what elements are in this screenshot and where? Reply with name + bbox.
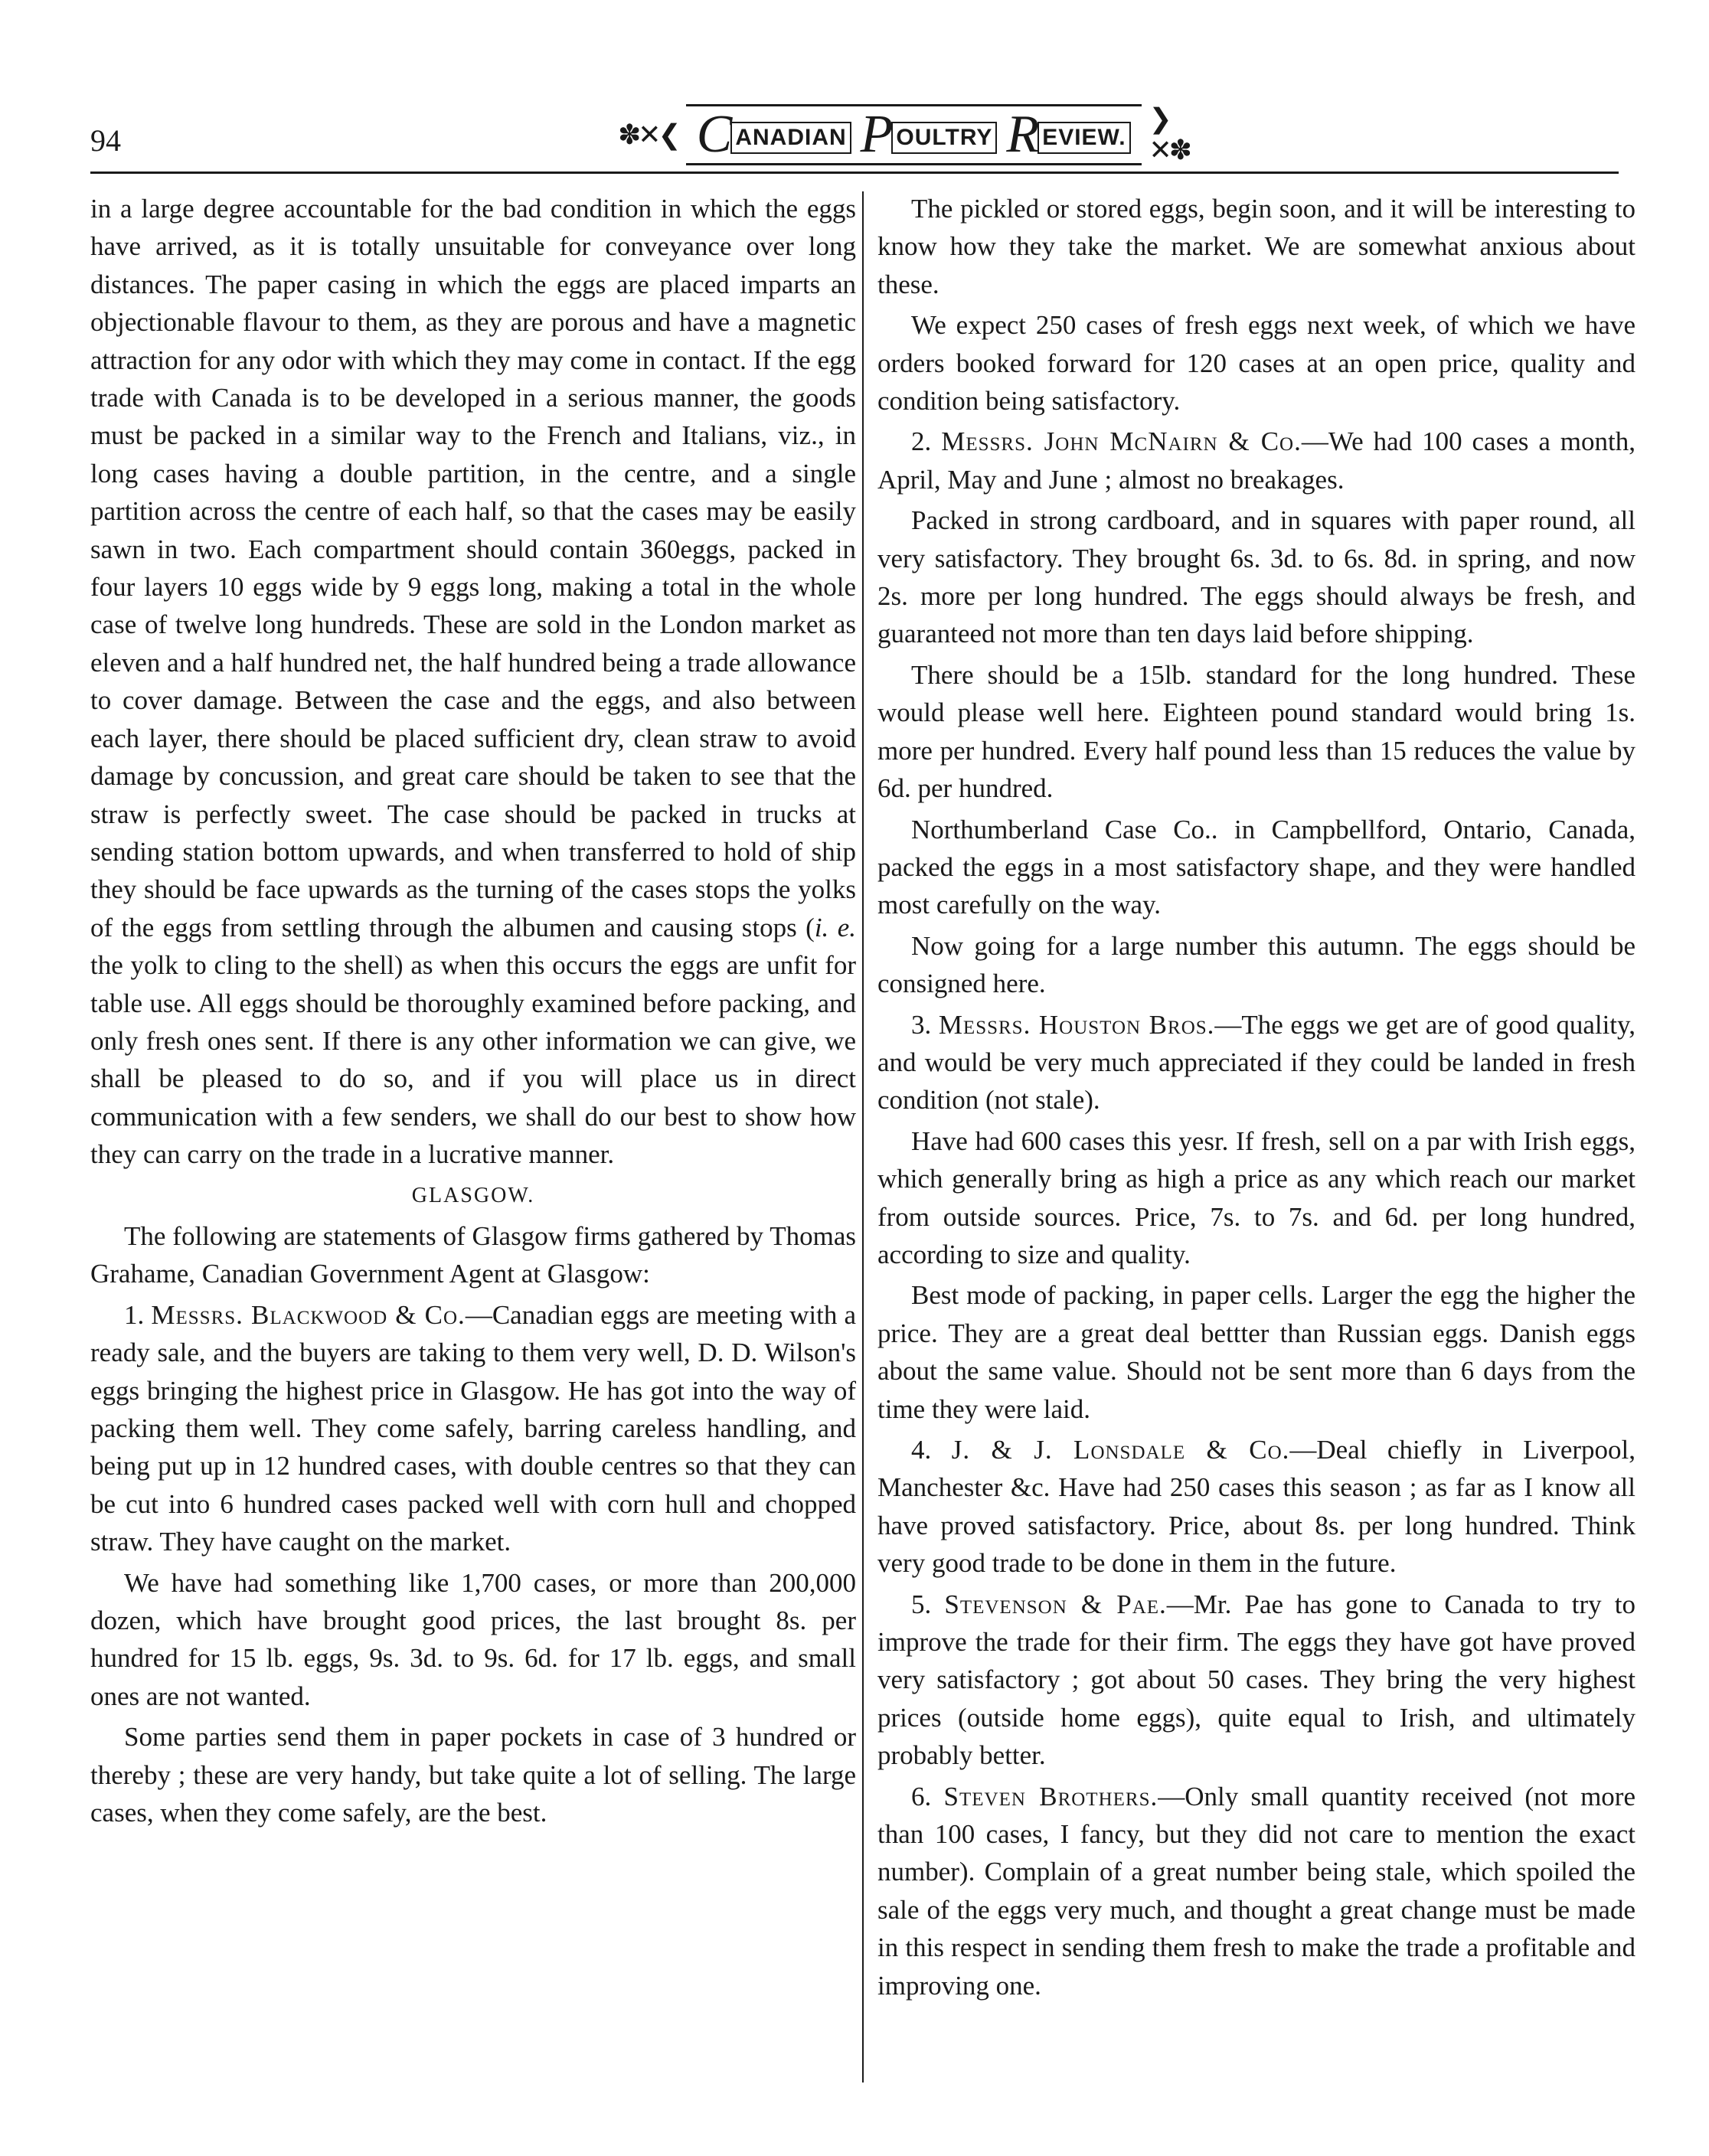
paragraph: 2. Messrs. John McNairn & Co.—We had 100 cases a month, April, May and June ; almost no breakages. — [877, 426, 1635, 495]
paragraph: Some parties send them in paper pockets in case of 3 hundred or thereby ; these are very handy, but take quite a lot of selling. The large cases, when they come safely, are the best. — [90, 1722, 856, 1828]
paragraph: Northumberland Case Co.. in Campbellford, Ontario, Canada, packed the eggs in a most satisfactory shape, and they were handled most carefully on the way. — [877, 814, 1635, 920]
right-ornament: ❯✕✽ — [1149, 103, 1189, 166]
paragraph: There should be a 15lb. standard for the long hundred. These would please well here. Eighteen pound standard would bring 1s. more per hundred. Every half pound less than 15 reduces the value by 6d. per hundred. — [877, 659, 1635, 804]
paragraph: Packed in strong cardboard, and in squares with paper round, all very satisfactory. They brought 6s. 3d. to 6s. 8d. in spring, and now 2s. more per long hundred. The eggs should always be fresh, and guaranteed not more than ten days laid before shipping. — [877, 505, 1635, 649]
right-column — [877, 190, 1635, 2007]
page-number: 94 — [90, 123, 121, 158]
title-word-review: R EVIEW. — [1006, 108, 1130, 162]
paragraph: in a large degree accountable for the bad condition in which the eggs have arrived, as it is totally unsuitable for conveyance over long distances. The paper casing in which the eggs are placed imparts an objectionable flavour to them, as they are porous and have a magnetic attraction for any odor with which they may come in contact. If the egg trade with Canada is to be developed in a serious manner, the goods must be packed in a similar way to the French and Italians, viz., in long cases having a double partition, in the centre, and a single partition across the centre of each half, so that the cases may be easily sawn in two. Each compartment should contain 360eggs, packed in four layers 10 eggs wide by 9 eggs long, making a total in the whole case of twelve long hundreds. These are sold in the London market as eleven and a half hundred net, the half hundred being a trade allowance to cover damage. Between the case and the eggs, and also between each layer, there should be placed sufficient dry, clean straw to avoid damage by concussion, and great care should be taken to see that the straw is perfectly sweet. The case should be packed in trucks at sending station bottom upwards, and when transferred to hold of ship they should be face upwards as the turning of the cases stops the yolks of the eggs from settling through the albumen and causing stops (i. e. the yolk to cling to the shell) as when this occurs the eggs are unfit for table use. All eggs should be thoroughly examined before packing, and only fresh ones sent. If there is any other information we can give, we shall be pleased to do so, and if you will place us in direct communication with a few senders, we shall do our best to show how they can carry on the trade in a lucrative manner. — [90, 194, 856, 1170]
section-heading: GLASGOW. — [411, 1183, 535, 1207]
left-ornament: ✽✕❮ — [618, 119, 678, 151]
paragraph: 4. J. & J. Lonsdale & Co.—Deal chiefly in Liverpool, Manchester &c. Have had 250 cases this season ; as far as I know all have proved satisfactory. Price, about 8s. per long hundred. Think very good trade to be done in them in the future. — [877, 1435, 1636, 1579]
paragraph: The following are statements of Glasgow firms gathered by Thomas Grahame, Canadian Government Agent at Glasgow: — [90, 1220, 856, 1289]
paragraph: Best mode of packing, in paper cells. Larger the egg the higher the price. They are a great deal bettter than Russian eggs. Danish eggs about the same value. Should not be sent more than 6 days from the time they were laid. — [877, 1280, 1635, 1424]
title-word-poultry: P OULTRY — [861, 108, 998, 162]
paragraph: 6. Steven Brothers.—Only small quantity received (not more than 100 cases, I fancy, but they did not care to mention the exact number). Complain of a great number being stale, which spoiled the sale of the eggs very much, and thought a great change must be made in this respect in sending them fresh to make the trade a profitable and improving one. — [877, 1781, 1635, 2001]
title-word-canadian: C ANADIAN — [697, 108, 851, 162]
paragraph: We have had something like 1,700 cases, or more than 200,000 dozen, which have brought good prices, the last brought 8s. per hundred for 15 lb. eggs, 9s. 3d. to 9s. 6d. for 17 lb. eggs, and small ones are not wanted. — [90, 1567, 856, 1711]
paragraph: 1. Messrs. Blackwood & Co.—Canadian eggs are meeting with a ready sale, and the buyers are taking to them very well, D. D. Wilson's eggs bringing the highest price in Glasgow. He has got into the way of packing them well. They come safely, barring careless handling, and being put up in 12 hundred cases, with double centres so that they can be cut into 6 hundred cases packed well with corn hull and chopped straw. They have caught on the market. — [90, 1299, 856, 1557]
header-rule — [90, 172, 1619, 174]
paragraph: We expect 250 cases of fresh eggs next week, of which we have orders booked forward for 120 cases at an open price, quality and condition being satisfactory. — [877, 310, 1635, 416]
paragraph: The pickled or stored eggs, begin soon, and it will be interesting to know how they take the market. We are somewhat anxious about these. — [877, 194, 1635, 299]
left-column — [90, 190, 856, 1834]
publication-title — [686, 104, 1142, 165]
paragraph: Now going for a large number this autumn. The eggs should be consigned here. — [877, 930, 1635, 999]
paragraph: Have had 600 cases this yesr. If fresh, sell on a par with Irish eggs, which generally bring as high a price as any which reach our market from outside sources. Price, 7s. to 7s. and 6d. per long hundred, according to size and quality. — [877, 1125, 1635, 1269]
paragraph: 5. Stevenson & Pae.—Mr. Pae has gone to Canada to try to improve the trade for their firm. The eggs they have got have proved very satisfactory ; got about 50 cases. They bring the very highest prices (outside home eggs), quite equal to Irish, and ultimately probably better. — [877, 1589, 1636, 1771]
column-divider — [862, 191, 864, 2082]
masthead — [620, 104, 1187, 165]
paragraph: 3. Messrs. Houston Bros.—The eggs we get are of good quality, and would be very much appreciated if they could be landed in fresh condition (not stale). — [877, 1009, 1636, 1116]
